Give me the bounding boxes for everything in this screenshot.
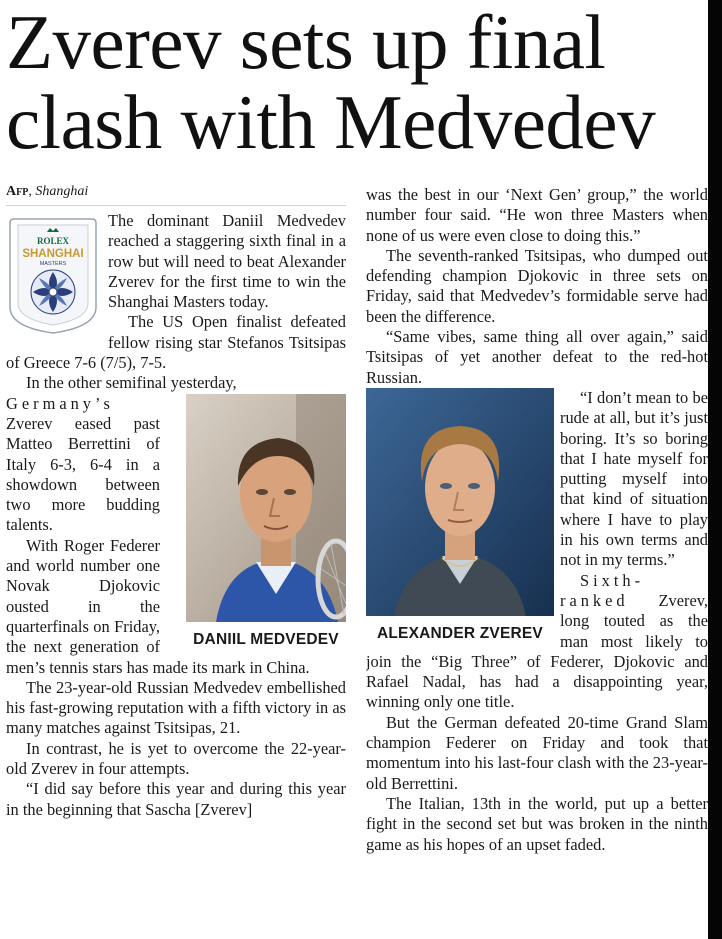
byline-place: Shanghai [35,184,89,199]
byline-agency: Afp [6,184,29,199]
photo-alexander-zverev [366,388,554,650]
headline: Zverev sets up final clash with Medvedev [6,0,656,165]
paragraph: The dominant Daniil Medvedev reached a staggering sixth final in a row but will need to beat Alexander Zverev for the first time to win the Shanghai Masters today. [108,211,346,312]
paragraph: The Italian, 13th in the world, put up a better fight in the second set but was broken in the ninth game as his hopes of an upset faded. [366,793,708,854]
paragraph-part: In the other semifinal yesterday, [26,373,237,393]
paragraph: With Roger Federer and world number one Novak Djokovic ousted in the quarterfinals on Friday, the next generation of men’s tennis stars has made its mark in China. [6,535,310,677]
medvedev-portrait-image [186,394,346,622]
paragraph-part: Zverev eased past Matteo Berrettini of Italy 6-3, 6-4 in a showdown between two more budding talents. [6,413,160,535]
paragraph: “I did say before this year and during this year in the beginning that Sascha [Zverev] [6,779,346,819]
shanghai-masters-logo [6,215,100,335]
photo-caption-right: ALEXANDER ZVEREV [377,624,543,642]
paragraph-part: Sixth-ranked [560,570,645,610]
paragraph: “I don’t mean to be rude at all, but it’s just boring. It’s so boring that I hate myself for putting myself into that kind of situation where I have to play in his own terms and not in my terms.” [560,387,708,570]
paragraph: In contrast, he is yet to overcome the 22-year-old Zverev in four attempts. [6,738,346,779]
photo-caption-left: DANIIL MEDVEDEV [193,630,339,648]
zverev-portrait-image [366,388,554,616]
logo-brand-text: ROLEX [36,236,70,246]
paragraph: The US Open finalist defeated fellow rising star Stefanos Tsitsipas of Greece 7-6 (7/5), 7-5. [6,312,346,373]
paragraph: The seventh-ranked Tsitsipas, who dumped out defending champion Djokovic in three sets on Friday, said that Medvedev’s formidable serve had been the difference. [366,245,708,326]
article-column-right [366,185,708,935]
logo-title-text: SHANGHAI [22,248,84,260]
paragraph: was the best in our ‘Next Gen’ group,” the world number four said. “He won three Masters when none of us were even close to doing this.” [366,185,708,245]
page-edge [708,0,722,939]
article-column-left [6,183,346,935]
paragraph: “Same vibes, same thing all over again,” said Tsitsipas of yet another defeat to the red-hot Russian. [366,327,708,387]
photo-daniil-medvedev [166,394,346,656]
byline: Afp, Shanghai [6,183,346,206]
paragraph: But the German defeated 20-time Grand Slam champion Federer on Friday and took that momentum into his last-four clash with the 23-year-old Berrettini. [366,712,708,793]
paragraph-part: Germany’s [6,393,114,413]
paragraph-part: Zverev, long touted as the man most likely to join the “Big Three” of Federer, Djokovic and Rafael Nadal, has had a disappointing year, winning only one title. [366,590,708,712]
paragraph: The 23-year-old Russian Medvedev embellished his fast-growing reputation with a fifth victory in as many matches against Tsitsipas, 21. [6,677,346,738]
logo-subtitle-text: MASTERS [39,261,67,267]
